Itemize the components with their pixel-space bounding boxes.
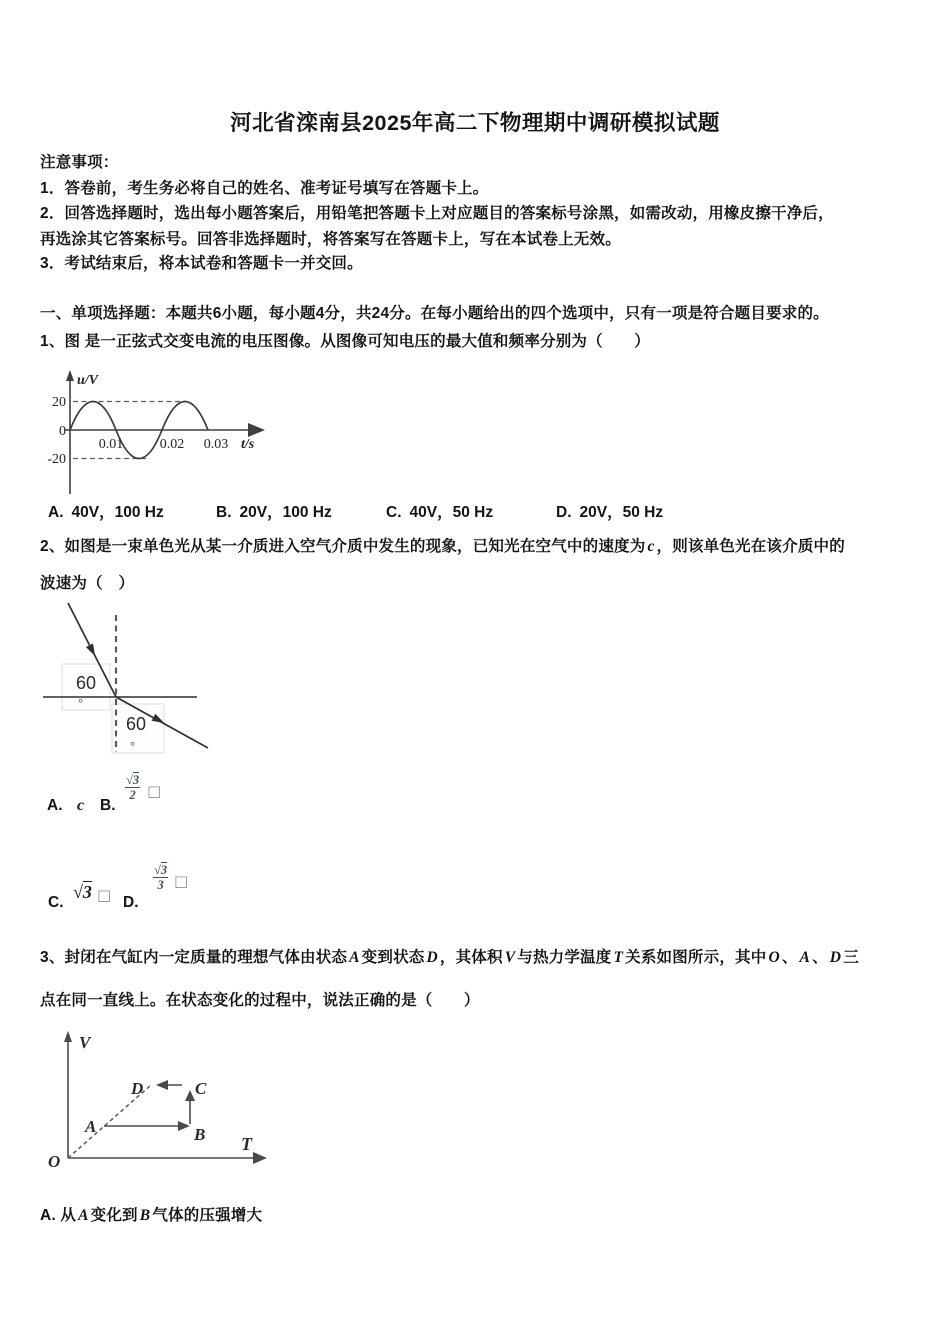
q3-option-a [40, 1203, 262, 1225]
b-to-c-arrowhead-icon [185, 1090, 195, 1101]
notice-line-1: 1．答卷前，考生务必将自己的姓名、准考证号填写在答题卡上。 [40, 180, 489, 197]
v-axis-label: V [79, 1033, 91, 1052]
q2-option-a-value: c [77, 797, 85, 814]
q2-option-d-fraction [153, 863, 168, 893]
origin-label: O [48, 1152, 61, 1171]
v-axis-arrow-icon [64, 1031, 72, 1042]
y-axis-arrow-icon [66, 370, 74, 381]
q1-options-row [45, 500, 915, 524]
radical-sign: √ [154, 863, 161, 877]
text-run: 与热力学温度 [517, 949, 612, 966]
option-label: D. [556, 504, 572, 521]
xtick-003: 0.03 [203, 437, 229, 452]
italic-variable: B [139, 1207, 151, 1224]
radicand: 3 [82, 882, 92, 902]
text-run: ，其体积 [439, 949, 503, 966]
q2-option-c-label: C. [48, 894, 64, 911]
fraction-denominator: 2 [129, 788, 136, 803]
notice-line-3: 3．考试结束后，将本试卷和答题卡一并交回。 [40, 255, 363, 272]
option-text: 40V，50 Hz [409, 504, 494, 521]
radicand: 3 [132, 773, 140, 787]
q3-stem-line2: 点在同一直线上。在状态变化的过程中，说法正确的是（ ） [40, 992, 480, 1009]
radical-sign: √ [126, 773, 133, 787]
point-c-label: C [195, 1079, 207, 1098]
q2-option-d-label: D. [123, 894, 139, 911]
q2-stem-line1 [40, 534, 845, 556]
q3-vt-figure [35, 1030, 320, 1180]
missing-glyph-box: □ [174, 872, 189, 890]
text-run: 变化到 [90, 1207, 138, 1224]
ytick-20: 20 [52, 395, 66, 410]
text-run: 气体的压强增大 [152, 1207, 263, 1224]
radicand: 3 [160, 863, 168, 877]
page-title: 河北省滦南县2025年高二下物理期中调研模拟试题 [230, 111, 720, 135]
option-label: A. [48, 504, 64, 521]
text-run: 3、封闭在气缸内一定质量的理想气体由状态 [40, 949, 348, 966]
t-axis-label: T [241, 1134, 252, 1154]
q2-option-b-fraction [125, 773, 140, 803]
italic-variable: D [426, 949, 438, 966]
t-axis-arrow-icon [253, 1152, 267, 1164]
x-axis-label: t/s [241, 437, 255, 452]
missing-glyph-box: □ [147, 782, 162, 800]
fraction-denominator: 3 [157, 878, 164, 893]
q2-option-b-label: B. [100, 797, 116, 814]
option-text: 40V，100 Hz [71, 504, 164, 521]
q1-option-a [48, 500, 164, 522]
text-run: 2、如图是一束单色光从某一介质进入空气介质中发生的现象，已知光在空气中的速度为 [40, 538, 646, 555]
angle-lower-degree: ° [130, 739, 136, 754]
q1-option-d [556, 500, 663, 522]
italic-variable: O [768, 949, 780, 966]
option-label: C. [386, 504, 402, 521]
text-run: A. 从 [40, 1207, 77, 1224]
q3-stem-line1 [40, 945, 859, 967]
q1-option-b [216, 500, 332, 522]
q1-option-c [386, 500, 493, 522]
y-axis-label: u/V [77, 373, 99, 388]
italic-variable: V [504, 949, 516, 966]
text-run: 三 [843, 949, 859, 966]
text-run: ，则该单色光在该介质中的 [656, 538, 845, 555]
ytick-neg20: -20 [47, 452, 66, 467]
angle-upper-degree: ° [78, 696, 84, 711]
notice-heading: 注意事项： [40, 154, 119, 171]
notice-line-2b: 再选涂其它答案标号。回答非选择题时，将答案写在答题卡上，写在本试卷上无效。 [40, 231, 621, 248]
point-a-label: A [85, 1117, 97, 1136]
italic-variable: T [613, 949, 624, 966]
missing-glyph-box: □ [97, 886, 112, 904]
q2-option-a-label: A. [47, 797, 63, 814]
radical-sign: √ [73, 882, 83, 902]
xtick-002: 0.02 [159, 437, 185, 452]
q1-stem: 1、图 是一正弦式交变电流的电压图像。从图像可知电压的最大值和频率分别为（ ） [40, 333, 650, 350]
incident-ray-arrow-icon [86, 644, 95, 657]
text-run: 关系如图所示，其中 [625, 949, 767, 966]
angle-lower-value: 60 [126, 714, 147, 734]
xtick-001: 0.01 [98, 437, 124, 452]
q2-options-row-ab [40, 770, 340, 822]
option-text: 20V，100 Hz [239, 504, 332, 521]
option-label: B. [216, 504, 232, 521]
text-run: 、 [812, 949, 828, 966]
text-run: 变到状态 [361, 949, 425, 966]
q2-refraction-figure [40, 600, 240, 762]
italic-variable: A [799, 949, 811, 966]
q2-options-row-cd [40, 858, 340, 918]
ytick-0: 0 [59, 424, 66, 439]
q2-option-c-value [73, 882, 92, 903]
q2-stem-line2: 波速为（ ） [40, 575, 135, 592]
italic-variable: A [78, 1207, 89, 1224]
italic-variable: D [829, 949, 842, 966]
point-b-label: B [194, 1125, 206, 1144]
angle-upper-value: 60 [76, 673, 97, 693]
notice-line-2a: 2．回答选择题时，选出每小题答案后，用铅笔把答题卡上对应题目的答案标号涂黑，如需改动，用橡皮擦干净后， [40, 205, 834, 222]
c-to-d-arrowhead-icon [156, 1080, 168, 1090]
fraction-numerator [153, 863, 168, 878]
q1-sine-figure [35, 368, 325, 500]
fraction-numerator [125, 773, 140, 788]
text-run: 、 [781, 949, 798, 966]
italic-variable: A [349, 949, 360, 966]
option-text: 20V，50 Hz [579, 504, 664, 521]
section-heading: 一、单项选择题：本题共6小题，每小题4分，共24分。在每小题给出的四个选项中，只有一项是符合题目要求的。 [40, 305, 829, 322]
x-axis-arrow-icon [248, 423, 265, 437]
point-d-label: D [131, 1079, 144, 1098]
italic-variable: c [647, 538, 655, 555]
a-to-b-arrowhead-icon [178, 1121, 190, 1131]
